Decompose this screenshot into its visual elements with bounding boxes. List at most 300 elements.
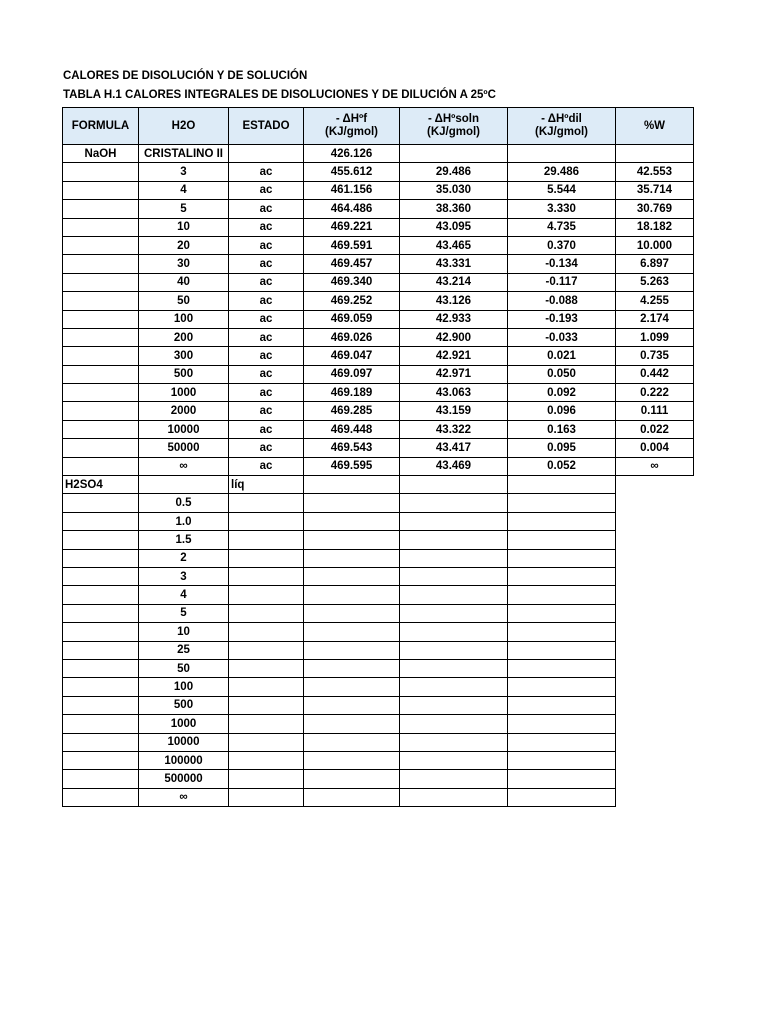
header-row: [63, 108, 694, 145]
h2o-cell: 50: [139, 292, 229, 310]
header-w: %W: [616, 108, 694, 145]
formula-cell: NaOH: [63, 145, 139, 163]
h2o-cell: ∞: [139, 457, 229, 475]
estado-cell: ac: [229, 310, 304, 328]
empty-cell: [400, 678, 508, 696]
table-row: [63, 347, 694, 365]
dhdil-cell: 0.052: [508, 457, 616, 475]
empty-cell: [63, 641, 139, 659]
table-row: [63, 384, 694, 402]
h2so4-section: [63, 476, 694, 807]
dhdil-cell: 0.021: [508, 347, 616, 365]
formula-cell: [63, 365, 139, 383]
empty-cell: [508, 696, 616, 714]
dhdil-cell: 0.096: [508, 402, 616, 420]
estado-cell: ac: [229, 457, 304, 475]
empty-cell: [400, 641, 508, 659]
table-row: [63, 420, 694, 438]
dhf-cell: 469.543: [304, 439, 400, 457]
dhsoln-cell: 42.933: [400, 310, 508, 328]
formula-cell: [63, 200, 139, 218]
formula-cell: [63, 402, 139, 420]
dhf-cell: 469.097: [304, 365, 400, 383]
w-cell: [616, 145, 694, 163]
empty-cell: [304, 586, 400, 604]
h2o-cell: CRISTALINO II: [139, 145, 229, 163]
empty-cell: [304, 567, 400, 585]
dhdil-cell: -0.134: [508, 255, 616, 273]
empty-cell: [616, 494, 694, 512]
table-row: [63, 678, 694, 696]
estado-cell: ac: [229, 163, 304, 181]
dhdil-cell: -0.117: [508, 273, 616, 291]
empty-cell: [229, 770, 304, 788]
naoh-section: [63, 145, 694, 476]
dhf-cell: 426.126: [304, 145, 400, 163]
empty-cell: [304, 604, 400, 622]
h2o-cell: 2000: [139, 402, 229, 420]
empty-cell: [400, 659, 508, 677]
table-row: [63, 200, 694, 218]
table-row: [63, 733, 694, 751]
formula-cell: [63, 163, 139, 181]
dhf-cell: 455.612: [304, 163, 400, 181]
table-row: [63, 715, 694, 733]
table-row: [63, 163, 694, 181]
empty-cell: [508, 788, 616, 806]
w-cell: 0.735: [616, 347, 694, 365]
dhsoln-cell: 29.486: [400, 163, 508, 181]
empty-cell: [508, 512, 616, 530]
empty-cell: [63, 531, 139, 549]
estado-cell: ac: [229, 384, 304, 402]
dhdil-cell: [508, 476, 616, 494]
dhdil-cell: 0.092: [508, 384, 616, 402]
h2o-cell: 500000: [139, 770, 229, 788]
w-cell: 42.553: [616, 163, 694, 181]
empty-cell: [304, 623, 400, 641]
table-row: [63, 457, 694, 475]
h2o-cell: ∞: [139, 788, 229, 806]
empty-cell: [229, 494, 304, 512]
empty-cell: [616, 549, 694, 567]
w-cell: 0.442: [616, 365, 694, 383]
empty-cell: [304, 641, 400, 659]
empty-cell: [400, 531, 508, 549]
header-dhf: [304, 108, 400, 145]
empty-cell: [229, 751, 304, 769]
formula-cell: [63, 384, 139, 402]
empty-cell: [616, 567, 694, 585]
empty-cell: [304, 715, 400, 733]
table-row: [63, 145, 694, 163]
dhsoln-cell: 43.159: [400, 402, 508, 420]
empty-cell: [508, 733, 616, 751]
empty-cell: [616, 604, 694, 622]
dhsoln-cell: 43.469: [400, 457, 508, 475]
empty-cell: [229, 531, 304, 549]
h2o-cell: 10: [139, 623, 229, 641]
empty-cell: [229, 549, 304, 567]
empty-cell: [616, 476, 694, 494]
dhf-cell: 469.595: [304, 457, 400, 475]
empty-cell: [63, 549, 139, 567]
estado-cell: ac: [229, 420, 304, 438]
heats-of-solution-table: [62, 107, 694, 807]
table-row: [63, 586, 694, 604]
estado-cell: ac: [229, 255, 304, 273]
header-dhsoln: [400, 108, 508, 145]
empty-cell: [508, 770, 616, 788]
dhf-cell: 469.047: [304, 347, 400, 365]
empty-cell: [229, 586, 304, 604]
dhsoln-cell: 42.921: [400, 347, 508, 365]
h2o-cell: 4: [139, 181, 229, 199]
formula-cell: [63, 218, 139, 236]
table-row: [63, 512, 694, 530]
dhf-cell: 464.486: [304, 200, 400, 218]
empty-cell: [63, 788, 139, 806]
empty-cell: [400, 770, 508, 788]
empty-cell: [63, 512, 139, 530]
empty-cell: [508, 715, 616, 733]
empty-cell: [304, 549, 400, 567]
dhsoln-cell: 43.063: [400, 384, 508, 402]
table-row: [63, 604, 694, 622]
estado-cell: ac: [229, 218, 304, 236]
header-dhdil-symbol: - ΔHºdil: [541, 113, 582, 125]
formula-cell: [63, 310, 139, 328]
h2o-cell: [139, 476, 229, 494]
dhdil-cell: 0.095: [508, 439, 616, 457]
table-row: [63, 531, 694, 549]
table-row: [63, 659, 694, 677]
table-row: [63, 641, 694, 659]
empty-cell: [304, 751, 400, 769]
w-cell: 10.000: [616, 236, 694, 254]
empty-cell: [400, 623, 508, 641]
empty-cell: [616, 696, 694, 714]
formula-cell: H2SO4: [63, 476, 139, 494]
formula-cell: [63, 236, 139, 254]
h2o-cell: 5: [139, 604, 229, 622]
empty-cell: [400, 494, 508, 512]
empty-cell: [616, 788, 694, 806]
formula-cell: [63, 255, 139, 273]
h2o-cell: 10: [139, 218, 229, 236]
dhsoln-cell: 43.465: [400, 236, 508, 254]
table-row: [63, 567, 694, 585]
empty-cell: [63, 494, 139, 512]
estado-cell: ac: [229, 292, 304, 310]
estado-cell: ac: [229, 273, 304, 291]
header-formula: FORMULA: [63, 108, 139, 145]
dhdil-cell: 3.330: [508, 200, 616, 218]
header-dhdil-unit: (KJ/gmol): [534, 126, 589, 138]
empty-cell: [508, 659, 616, 677]
empty-cell: [616, 733, 694, 751]
empty-cell: [508, 604, 616, 622]
dhf-cell: 469.189: [304, 384, 400, 402]
dhdil-cell: [508, 145, 616, 163]
estado-cell: [229, 145, 304, 163]
header-dhdil: [508, 108, 616, 145]
estado-cell: ac: [229, 365, 304, 383]
empty-cell: [304, 733, 400, 751]
empty-cell: [508, 567, 616, 585]
empty-cell: [229, 567, 304, 585]
dhdil-cell: 29.486: [508, 163, 616, 181]
dhdil-cell: -0.193: [508, 310, 616, 328]
header-estado: ESTADO: [229, 108, 304, 145]
empty-cell: [63, 770, 139, 788]
table-row: [63, 476, 694, 494]
empty-cell: [304, 531, 400, 549]
dhdil-cell: 5.544: [508, 181, 616, 199]
table-row: [63, 549, 694, 567]
empty-cell: [616, 531, 694, 549]
table-row: [63, 181, 694, 199]
h2o-cell: 40: [139, 273, 229, 291]
empty-cell: [63, 659, 139, 677]
estado-cell: ac: [229, 200, 304, 218]
empty-cell: [63, 567, 139, 585]
w-cell: 5.263: [616, 273, 694, 291]
dhdil-cell: 0.050: [508, 365, 616, 383]
dhdil-cell: -0.088: [508, 292, 616, 310]
header-dhsoln-symbol: - ΔHºsoln: [427, 113, 479, 125]
header-dhf-unit: (KJ/gmol): [324, 126, 379, 138]
empty-cell: [508, 586, 616, 604]
table-row: [63, 623, 694, 641]
h2o-cell: 100000: [139, 751, 229, 769]
dhsoln-cell: 43.126: [400, 292, 508, 310]
w-cell: 35.714: [616, 181, 694, 199]
estado-cell: ac: [229, 328, 304, 346]
empty-cell: [400, 549, 508, 567]
h2o-cell: 50: [139, 659, 229, 677]
dhsoln-cell: 38.360: [400, 200, 508, 218]
dhsoln-cell: 43.331: [400, 255, 508, 273]
empty-cell: [508, 623, 616, 641]
w-cell: 0.004: [616, 439, 694, 457]
empty-cell: [616, 623, 694, 641]
table-row: [63, 439, 694, 457]
dhsoln-cell: 43.322: [400, 420, 508, 438]
table-row: [63, 292, 694, 310]
empty-cell: [63, 623, 139, 641]
h2o-cell: 20: [139, 236, 229, 254]
empty-cell: [616, 659, 694, 677]
estado-cell: ac: [229, 347, 304, 365]
h2o-cell: 1.5: [139, 531, 229, 549]
h2o-cell: 500: [139, 365, 229, 383]
h2o-cell: 1000: [139, 384, 229, 402]
formula-cell: [63, 347, 139, 365]
empty-cell: [616, 770, 694, 788]
dhf-cell: 469.221: [304, 218, 400, 236]
h2o-cell: 300: [139, 347, 229, 365]
formula-cell: [63, 457, 139, 475]
empty-cell: [63, 715, 139, 733]
empty-cell: [63, 733, 139, 751]
dhsoln-cell: [400, 476, 508, 494]
empty-cell: [616, 641, 694, 659]
h2o-cell: 3: [139, 567, 229, 585]
dhdil-cell: 0.370: [508, 236, 616, 254]
w-cell: 0.222: [616, 384, 694, 402]
empty-cell: [229, 678, 304, 696]
dhf-cell: 469.285: [304, 402, 400, 420]
empty-cell: [229, 512, 304, 530]
w-cell: 0.111: [616, 402, 694, 420]
empty-cell: [229, 641, 304, 659]
dhf-cell: 461.156: [304, 181, 400, 199]
h2o-cell: 10000: [139, 733, 229, 751]
table-row: [63, 402, 694, 420]
empty-cell: [400, 788, 508, 806]
table-row: [63, 365, 694, 383]
empty-cell: [508, 678, 616, 696]
dhdil-cell: 0.163: [508, 420, 616, 438]
empty-cell: [508, 641, 616, 659]
empty-cell: [229, 659, 304, 677]
formula-cell: [63, 181, 139, 199]
w-cell: ∞: [616, 457, 694, 475]
formula-cell: [63, 420, 139, 438]
h2o-cell: 100: [139, 310, 229, 328]
table-caption: TABLA H.1 CALORES INTEGRALES DE DISOLUCIONES Y DE DILUCIÓN A 25ºC: [63, 89, 496, 101]
estado-cell: ac: [229, 402, 304, 420]
empty-cell: [63, 696, 139, 714]
w-cell: 2.174: [616, 310, 694, 328]
h2o-cell: 10000: [139, 420, 229, 438]
dhsoln-cell: 35.030: [400, 181, 508, 199]
h2o-cell: 30: [139, 255, 229, 273]
w-cell: 1.099: [616, 328, 694, 346]
dhsoln-cell: 43.417: [400, 439, 508, 457]
empty-cell: [400, 567, 508, 585]
empty-cell: [616, 678, 694, 696]
h2o-cell: 200: [139, 328, 229, 346]
table-row: [63, 310, 694, 328]
header-dhsoln-unit: (KJ/gmol): [426, 126, 481, 138]
formula-cell: [63, 273, 139, 291]
empty-cell: [229, 604, 304, 622]
h2o-cell: 100: [139, 678, 229, 696]
empty-cell: [304, 770, 400, 788]
empty-cell: [304, 512, 400, 530]
empty-cell: [304, 659, 400, 677]
dhf-cell: 469.457: [304, 255, 400, 273]
w-cell: 30.769: [616, 200, 694, 218]
empty-cell: [229, 733, 304, 751]
empty-cell: [400, 604, 508, 622]
formula-cell: [63, 328, 139, 346]
dhsoln-cell: 43.214: [400, 273, 508, 291]
empty-cell: [63, 678, 139, 696]
dhdil-cell: 4.735: [508, 218, 616, 236]
h2o-cell: 500: [139, 696, 229, 714]
dhf-cell: 469.059: [304, 310, 400, 328]
dhf-cell: 469.448: [304, 420, 400, 438]
dhsoln-cell: [400, 145, 508, 163]
empty-cell: [229, 623, 304, 641]
estado-cell: ac: [229, 236, 304, 254]
table-row: [63, 751, 694, 769]
empty-cell: [400, 715, 508, 733]
empty-cell: [229, 788, 304, 806]
dhsoln-cell: 42.971: [400, 365, 508, 383]
header-h2o: H2O: [139, 108, 229, 145]
empty-cell: [304, 678, 400, 696]
empty-cell: [508, 494, 616, 512]
empty-cell: [508, 549, 616, 567]
dhf-cell: 469.340: [304, 273, 400, 291]
estado-cell: ac: [229, 181, 304, 199]
empty-cell: [400, 751, 508, 769]
w-cell: 18.182: [616, 218, 694, 236]
w-cell: 0.022: [616, 420, 694, 438]
empty-cell: [400, 696, 508, 714]
table-row: [63, 788, 694, 806]
document-title: CALORES DE DISOLUCIÓN Y DE SOLUCIÓN: [63, 70, 308, 82]
table-row: [63, 696, 694, 714]
table-row: [63, 218, 694, 236]
dhf-cell: [304, 476, 400, 494]
dhsoln-cell: 42.900: [400, 328, 508, 346]
h2o-cell: 3: [139, 163, 229, 181]
estado-cell: ac: [229, 439, 304, 457]
table-row: [63, 273, 694, 291]
empty-cell: [304, 494, 400, 512]
formula-cell: [63, 292, 139, 310]
h2o-cell: 0.5: [139, 494, 229, 512]
table-row: [63, 494, 694, 512]
table-row: [63, 255, 694, 273]
empty-cell: [229, 715, 304, 733]
empty-cell: [400, 512, 508, 530]
empty-cell: [63, 586, 139, 604]
h2o-cell: 25: [139, 641, 229, 659]
formula-cell: [63, 439, 139, 457]
dhf-cell: 469.591: [304, 236, 400, 254]
empty-cell: [63, 751, 139, 769]
empty-cell: [508, 751, 616, 769]
h2o-cell: 1000: [139, 715, 229, 733]
empty-cell: [400, 733, 508, 751]
dhsoln-cell: 43.095: [400, 218, 508, 236]
empty-cell: [616, 715, 694, 733]
empty-cell: [508, 531, 616, 549]
empty-cell: [616, 512, 694, 530]
table-row: [63, 236, 694, 254]
empty-cell: [304, 696, 400, 714]
table-row: [63, 328, 694, 346]
table-row: [63, 770, 694, 788]
dhf-cell: 469.252: [304, 292, 400, 310]
empty-cell: [63, 604, 139, 622]
empty-cell: [229, 696, 304, 714]
h2o-cell: 50000: [139, 439, 229, 457]
dhdil-cell: -0.033: [508, 328, 616, 346]
h2o-cell: 2: [139, 549, 229, 567]
dhf-cell: 469.026: [304, 328, 400, 346]
h2o-cell: 1.0: [139, 512, 229, 530]
empty-cell: [304, 788, 400, 806]
w-cell: 4.255: [616, 292, 694, 310]
empty-cell: [616, 751, 694, 769]
